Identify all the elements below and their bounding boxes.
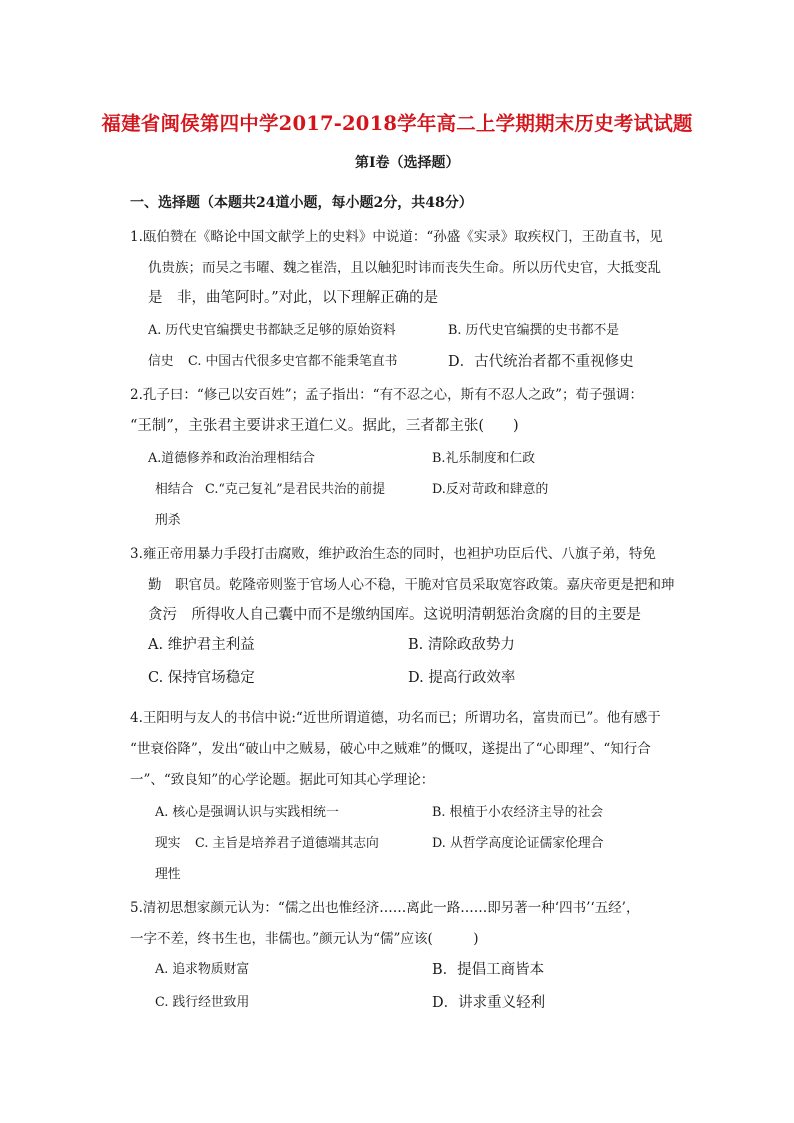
q4-option-d-cont: 理性	[155, 867, 181, 882]
q2-option-d-cont: 刑杀	[155, 513, 181, 528]
q1-option-d: D．古代统治者都不重视修史	[448, 354, 634, 370]
q5-stem-line2: 一字不差，终书生也，非儒也。”颜元认为“儒”应该( )	[130, 931, 479, 947]
q2-option-a: A.道德修养和政治治理相结合	[148, 451, 315, 466]
q4-stem-line1: 4.王阳明与友人的书信中说:“近世所谓道德，功名而已；所谓功名，富贵而已”。他有感于	[130, 710, 661, 726]
q4-stem-line2: “世衰俗降”，发出“破山中之贼易，破心中之贼难”的慨叹，遂提出了“心即理”、“知行合	[130, 741, 651, 757]
q2-option-b: B.礼乐制度和仁政	[432, 451, 536, 466]
q4-stem-line3: 一”、“致良知”的心学论题。据此可知其心学理论：	[130, 772, 435, 788]
q3-stem-line2: 勤 职官员。乾隆帝则鉴于官场人心不稳，干脆对官员采取宽容政策。嘉庆帝更是把和珅	[148, 577, 675, 593]
q3-option-d: D. 提高行政效率	[408, 670, 516, 686]
q4-option-b: B. 根植于小农经济主导的社会	[432, 805, 604, 820]
q3-option-c: C. 保持官场稳定	[148, 670, 255, 686]
section-subtitle: 第I卷（选择题）	[355, 155, 460, 171]
q3-option-a: A. 维护君主利益	[148, 637, 255, 653]
q2-stem-line1: 2.孔子曰：“修己以安百姓”；孟子指出：“有不忍之心，斯有不忍人之政”；荀子强调：	[130, 387, 643, 403]
q1-option-c: C. 中国古代很多史官都不能秉笔直书	[188, 354, 398, 369]
q5-stem-line1: 5.清初思想家颜元认为：“儒之出也惟经济……离此一路……即另著一种‘四书’‘五经’，	[130, 900, 640, 916]
q5-option-c: C. 践行经世致用	[155, 995, 250, 1010]
q2-option-c: C.“克己复礼”是君民共治的前提	[205, 482, 386, 497]
q2-option-b-cont: 相结合	[155, 482, 194, 497]
q1-stem-line1: 1.瓯伯赞在《略论中国文献学上的史料》中说道：“孙盛《实录》取疾权门，王劭直书，见	[130, 229, 663, 245]
q4-option-a: A. 核心是强调认识与实践相统一	[155, 805, 339, 820]
q4-option-c: C. 主旨是培养君子道德端其志向	[195, 836, 379, 851]
q2-stem-line2: “王制”，主张君主要讲求王道仁义。据此，三者都主张( )	[130, 418, 519, 434]
q5-option-a: A. 追求物质财富	[155, 962, 250, 977]
q1-option-b: B. 历代史官编撰的史书都不是	[448, 323, 620, 338]
q1-option-b-cont: 信史	[148, 354, 174, 369]
q4-option-b-cont: 现实	[155, 836, 181, 851]
q3-stem-line3: 贪污 所得收人自己囊中而不是缴纳国库。这说明清朝惩治贪腐的目的主要是	[148, 607, 641, 623]
q4-option-d: D. 从哲学高度论证儒家伦理合	[432, 836, 604, 851]
q1-stem-line3: 是 非，曲笔阿时。”对此，以下理解正确的是	[148, 290, 439, 306]
q5-option-b: B．提倡工商皆本	[432, 962, 545, 978]
q5-option-d: D．讲求重义轻利	[432, 995, 546, 1011]
q3-stem-line1: 3.雍正帝用暴力手段打击腐败，维护政治生态的同时，也袒护功臣后代、八旗子弟，特免	[130, 546, 656, 562]
q1-stem-line2: 仇贵族；而吴之韦曜、魏之崔浩，且以触犯时讳而丧失生命。所以历代史官，大抵变乱	[148, 260, 661, 276]
q2-option-d: D.反对苛政和肆意的	[432, 482, 549, 497]
section-heading: 一、选择题（本题共24道小题，每小题2分，共48分）	[130, 195, 473, 211]
q1-option-a: A. 历代史官编撰史书都缺乏足够的原始资料	[148, 323, 396, 338]
q3-option-b: B. 清除政敌势力	[408, 637, 515, 653]
exam-title: 福建省闽侯第四中学2017-2018学年高二上学期期末历史考试试题	[101, 112, 693, 135]
